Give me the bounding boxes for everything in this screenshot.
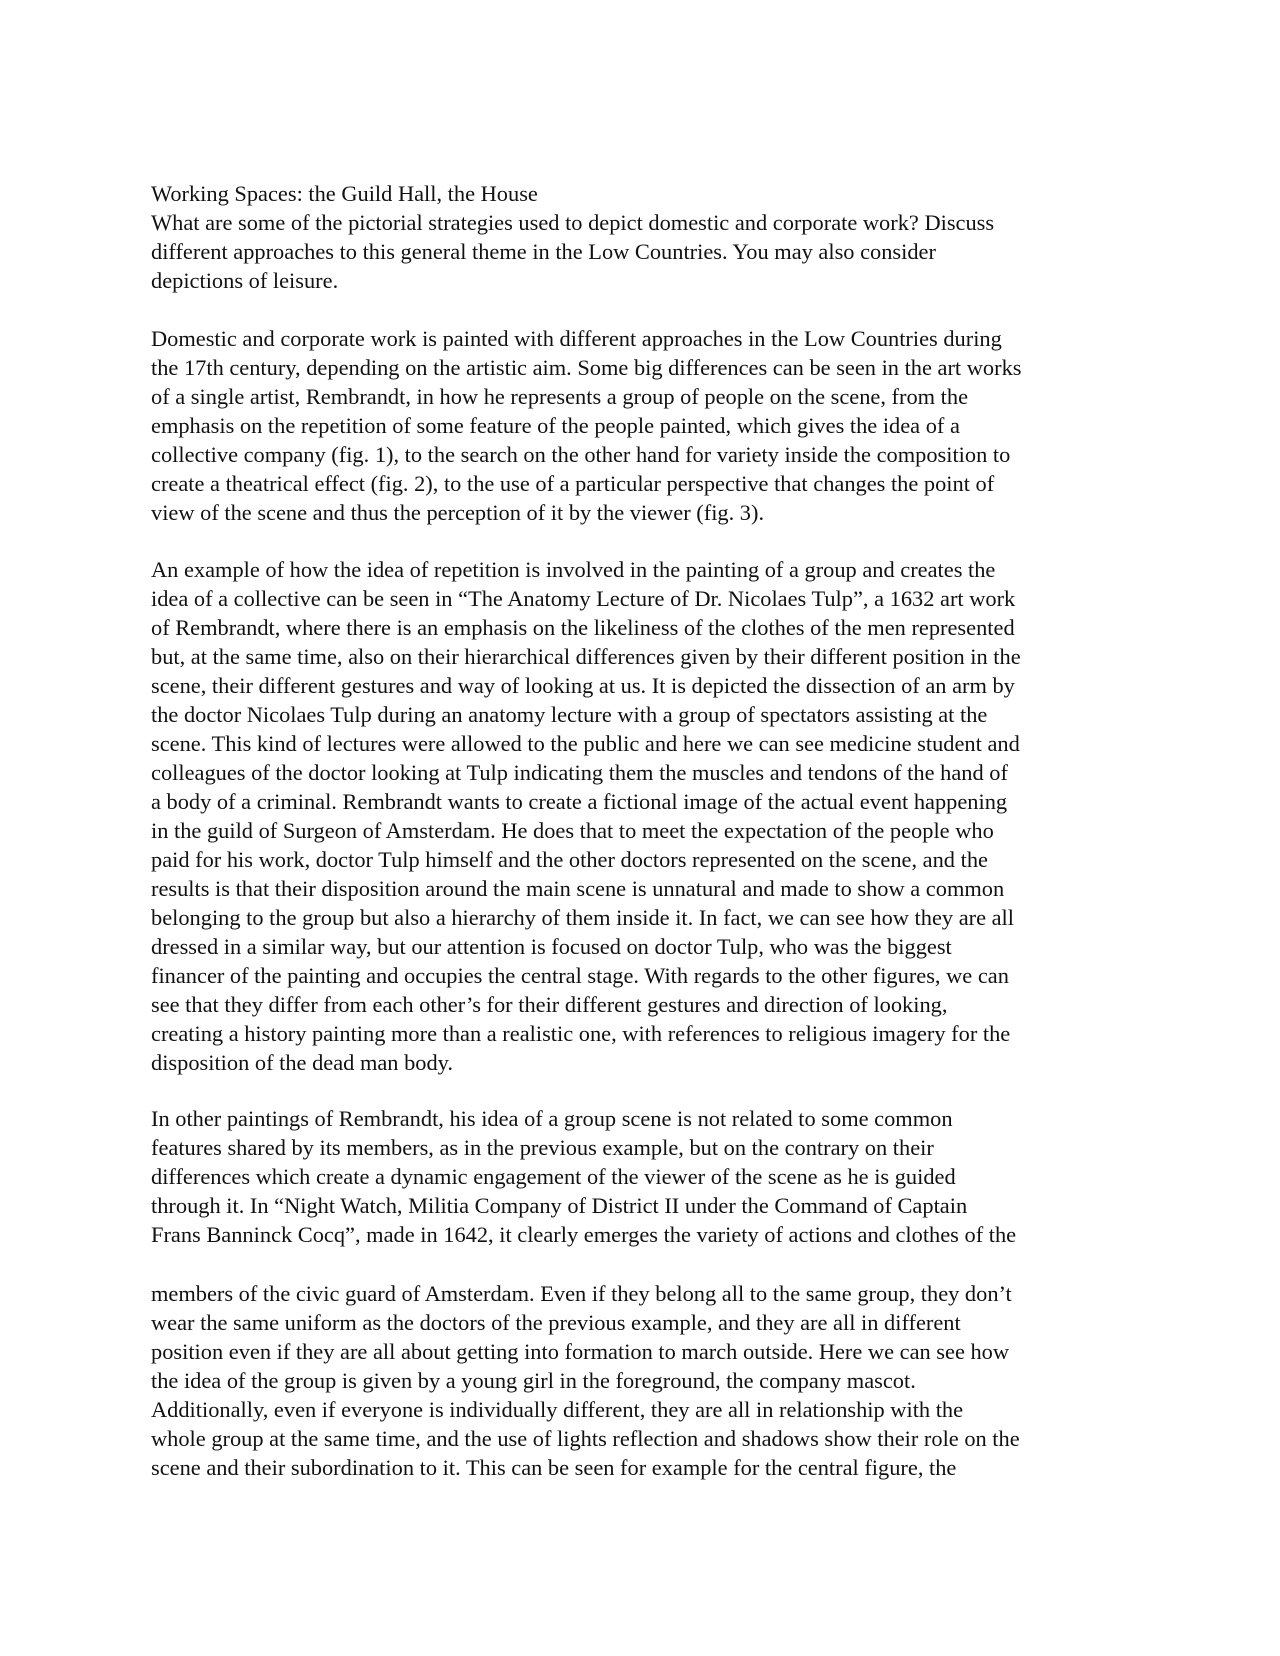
text-line: emphasis on the repetition of some feature of the people painted, which gives the idea of a <box>151 413 960 438</box>
text-line: members of the civic guard of Amsterdam. Even if they belong all to the same group, they don’t <box>151 1281 1012 1306</box>
text-line: the idea of the group is given by a young girl in the foreground, the company mascot. <box>151 1368 916 1393</box>
text-line: features shared by its members, as in the previous example, but on the contrary on their <box>151 1135 934 1160</box>
text-line: belonging to the group but also a hierarchy of them inside it. In fact, we can see how they are all <box>151 905 1015 930</box>
text-line: collective company (fig. 1), to the search on the other hand for variety inside the composition to <box>151 442 1011 467</box>
text-line: see that they differ from each other’s for their different gestures and direction of looking, <box>151 992 948 1017</box>
text-line: scene and their subordination to it. This can be seen for example for the central figure, the <box>151 1455 957 1480</box>
paragraph-night-watch-continued <box>151 1279 1020 1482</box>
text-line: Additionally, even if everyone is individually different, they are all in relationship with the <box>151 1397 964 1422</box>
text-line: scene. This kind of lectures were allowed to the public and here we can see medicine student and <box>151 731 1020 756</box>
text-line: paid for his work, doctor Tulp himself and the other doctors represented on the scene, and the <box>151 847 988 872</box>
text-line: scene, their different gestures and way of looking at us. It is depicted the dissection of an arm by <box>151 673 1015 698</box>
text-line: of a single artist, Rembrandt, in how he represents a group of people on the scene, from the <box>151 384 969 409</box>
text-line: creating a history painting more than a realistic one, with references to religious imagery for the <box>151 1021 1011 1046</box>
text-line: through it. In “Night Watch, Militia Company of District II under the Command of Captain <box>151 1193 968 1218</box>
text-line: Frans Banninck Cocq”, made in 1642, it clearly emerges the variety of actions and clothes of the <box>151 1222 1017 1247</box>
text-line: Domestic and corporate work is painted with different approaches in the Low Countries during <box>151 326 1002 351</box>
text-line: An example of how the idea of repetition is involved in the painting of a group and creates the <box>151 557 996 582</box>
text-line: results is that their disposition around the main scene is unnatural and made to show a common <box>151 876 1005 901</box>
paragraph-night-watch <box>151 1104 1016 1249</box>
text-line: the doctor Nicolaes Tulp during an anatomy lecture with a group of spectators assisting at the <box>151 702 988 727</box>
text-line: but, at the same time, also on their hierarchical differences given by their different position in the <box>151 644 1021 669</box>
text-line: financer of the painting and occupies the central stage. With regards to the other figures, we can <box>151 963 1009 988</box>
text-line: disposition of the dead man body. <box>151 1050 454 1075</box>
document-title: Working Spaces: the Guild Hall, the House <box>151 181 538 206</box>
paragraph-introduction <box>151 324 1021 527</box>
text-line: wear the same uniform as the doctors of the previous example, and they are all in different <box>151 1310 961 1335</box>
text-line: view of the scene and thus the perception of it by the viewer (fig. 3). <box>151 500 765 525</box>
assignment-prompt <box>151 179 994 295</box>
text-line: in the guild of Surgeon of Amsterdam. He does that to meet the expectation of the people who <box>151 818 994 843</box>
text-line: differences which create a dynamic engagement of the viewer of the scene as he is guided <box>151 1164 956 1189</box>
text-line: a body of a criminal. Rembrandt wants to create a fictional image of the actual event happening <box>151 789 1008 814</box>
prompt-line: different approaches to this general theme in the Low Countries. You may also consider <box>151 239 936 264</box>
prompt-line: What are some of the pictorial strategies used to depict domestic and corporate work? Discuss <box>151 210 995 235</box>
text-line: In other paintings of Rembrandt, his idea of a group scene is not related to some common <box>151 1106 953 1131</box>
text-line: of Rembrandt, where there is an emphasis on the likeliness of the clothes of the men represented <box>151 615 1015 640</box>
text-line: whole group at the same time, and the use of lights reflection and shadows show their role on the <box>151 1426 1020 1451</box>
text-line: colleagues of the doctor looking at Tulp indicating them the muscles and tendons of the hand of <box>151 760 1008 785</box>
text-line: position even if they are all about getting into formation to march outside. Here we can see how <box>151 1339 1010 1364</box>
text-line: idea of a collective can be seen in “The Anatomy Lecture of Dr. Nicolaes Tulp”, a 1632 art work <box>151 586 1016 611</box>
text-line: create a theatrical effect (fig. 2), to the use of a particular perspective that changes the point of <box>151 471 995 496</box>
prompt-line: depictions of leisure. <box>151 268 339 293</box>
paragraph-anatomy-lecture <box>151 555 1021 1077</box>
text-line: the 17th century, depending on the artistic aim. Some big differences can be seen in the art works <box>151 355 1022 380</box>
text-line: dressed in a similar way, but our attention is focused on doctor Tulp, who was the biggest <box>151 934 952 959</box>
